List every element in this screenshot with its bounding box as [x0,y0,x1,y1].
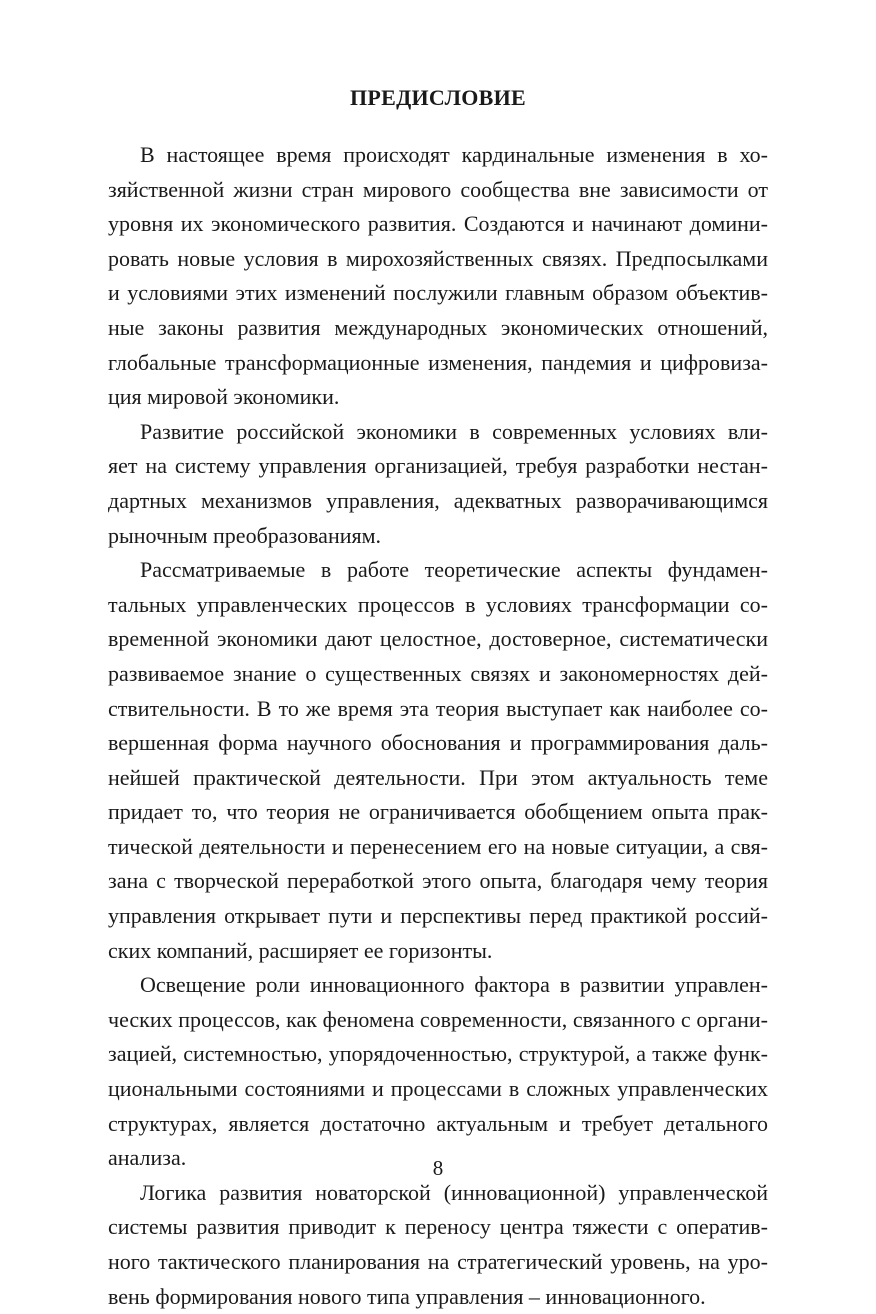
text-line: ция мировой экономики. [108,384,340,410]
text-line: развиваемое знание о существенных связях и закономерностях дей- [108,660,768,686]
text-line: вершенная форма научного обоснования и программирования даль- [108,730,768,756]
paragraph [108,138,768,415]
text-line: и условиями этих изменений послужили главным образом объектив- [108,280,768,306]
page-number: 8 [432,1156,444,1180]
text-line: циональными состояниями и процессами в сложных управленческих [108,1076,768,1102]
page-title: ПРЕДИСЛОВИЕ [349,85,527,110]
text-line: придает то, что теория не ограничивается обобщением опыта прак- [108,799,768,825]
text-line: уровня их экономического развития. Создаются и начинают домини- [108,211,768,237]
text-line: В настоящее время происходят кардинальные изменения в хо- [140,142,768,167]
text-line: управления открывает пути и перспективы перед практикой россий- [108,903,768,929]
text-line: зацией, системностью, упорядоченностью, структурой, а также функ- [108,1041,768,1067]
paragraph [108,415,768,553]
text-line: ровать новые условия в мирохозяйственных связях. Предпосылками [108,245,768,271]
text-line: ствительности. В то же время эта теория выступает как наиболее со- [108,695,768,721]
text-line: Освещение роли инновационного фактора в развитии управлен- [140,972,768,998]
text-line: системы развития приводит к переносу центра тяжести с оператив- [108,1214,768,1240]
text-line: зяйственной жизни стран мирового сообщества вне зависимости от [108,176,768,202]
text-line: ного тактического планирования на стратегический уровень, на уро- [108,1249,768,1274]
text-line: тической деятельности и перенесением его на новые ситуации, а свя- [108,833,768,859]
text-line: тальных управленческих процессов в условиях трансформации со- [108,591,768,617]
text-line: анализа. [108,1145,187,1171]
text-line: нейшей практической деятельности. При этом актуальность теме [108,764,768,790]
text-line: зана с творческой переработкой этого опыта, благодаря чему теория [108,868,768,894]
paragraph [108,1176,768,1314]
paragraph [108,553,768,968]
paragraph [108,968,768,1176]
text-line: структурах, является достаточно актуальным и требует детального [108,1110,768,1136]
text-line: ских компаний, расширяет ее горизонты. [108,937,493,963]
text-line: Рассматриваемые в работе теоретические аспекты фундамен- [140,557,768,583]
text-line: дартных механизмов управления, адекватных разворачивающимся [108,487,768,513]
text-line: Логика развития новаторской (инновационной) управленческой [140,1179,768,1205]
text-line: ческих процессов, как феномена современности, связанного с органи- [108,1006,768,1032]
text-line: вень формирования нового типа управления – инновационного. [108,1283,706,1309]
text-line: яет на систему управления организацией, требуя разработки нестан- [108,453,768,479]
text-line: временной экономики дают целостное, достоверное, систематически [108,626,768,652]
text-line: глобальные трансформационные изменения, пандемия и цифровиза- [108,349,768,375]
text-line: Развитие российской экономики в современных условиях вли- [140,418,768,444]
text-line: ные законы развития международных экономических отношений, [108,314,768,340]
body-text [108,138,768,1314]
text-line: рыночным преобразованиям. [108,522,382,548]
